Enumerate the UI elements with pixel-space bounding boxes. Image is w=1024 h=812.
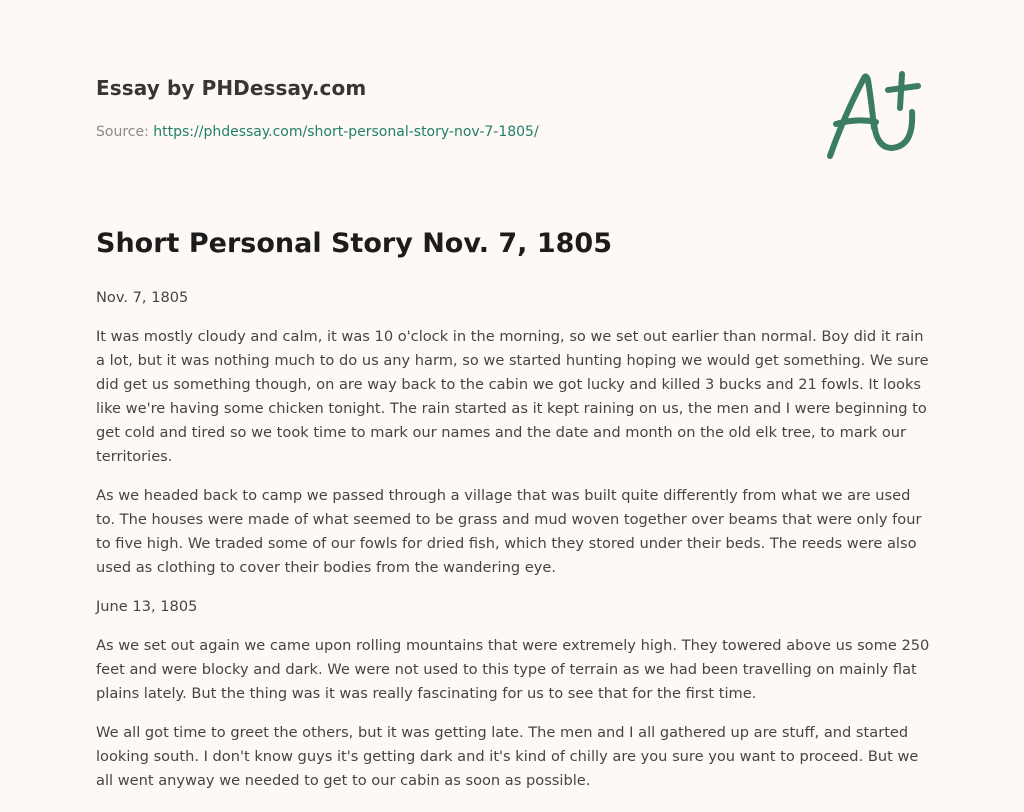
date-paragraph: Nov. 7, 1805 xyxy=(96,289,189,306)
source-link[interactable]: https://phdessay.com/short-personal-story-nov-7-1805/ xyxy=(153,124,539,140)
body-paragraph: It was mostly cloudy and calm, it was 10 o'clock in the morning, so we set out earlier than normal. Boy did it rain a lot, but it was nothing much to do us any harm, so we started hunting hoping we would get something. We sure did get us something though, on are way back to the cabin we got lucky and killed 3 bucks and 21 fowls. It looks like we're having some chicken tonight. The rain started as it kept raining on us, the men and I were beginning to get cold and tired so we took time to mark our names and the date and month on the old elk tree, to mark our territories. xyxy=(96,328,929,465)
essay-body xyxy=(96,286,932,808)
source-line xyxy=(96,124,539,140)
date-paragraph: June 13, 1805 xyxy=(96,598,198,615)
body-paragraph: We all got time to greet the others, but it was getting late. The men and I all gathered up are stuff, and started looking south. I don't know guys it's getting dark and it's kind of chilly are you sure you want to proceed. But we all went anyway we needed to get to our cabin as soon as possible. xyxy=(96,724,919,789)
a-plus-grade-icon xyxy=(822,66,932,166)
source-label: Source: xyxy=(96,124,149,140)
body-paragraph: As we headed back to camp we passed through a village that was built quite differently from what we are used to. The houses were made of what seemed to be grass and mud woven together over beams that were only four to five high. We traded some of our fowls for dried fish, which they stored under their beds. The reeds were also used as clothing to cover their bodies from the wandering eye. xyxy=(96,487,922,576)
essay-title: Short Personal Story Nov. 7, 1805 xyxy=(96,228,612,259)
site-title: Essay by PHDessay.com xyxy=(96,76,367,100)
body-paragraph: As we set out again we came upon rolling mountains that were extremely high. They towered above us some 250 feet and were blocky and dark. We were not used to this type of terrain as we had been travelling on mainly flat plains lately. But the thing was it was really fascinating for us to see that for the first time. xyxy=(96,637,930,702)
